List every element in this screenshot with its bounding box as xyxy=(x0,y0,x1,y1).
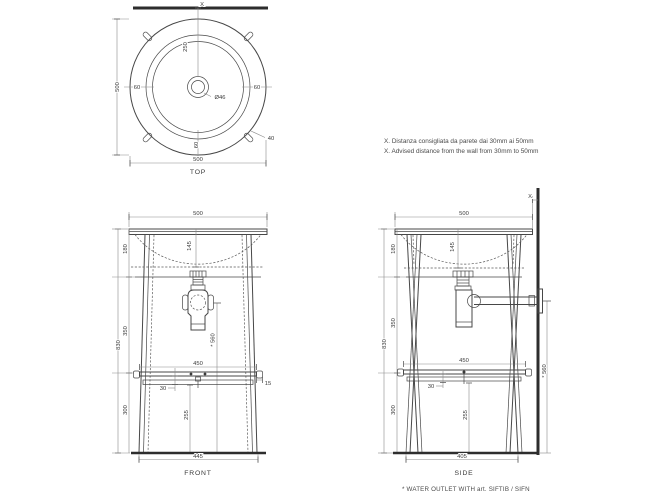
side-dim-405: 405 xyxy=(457,454,467,460)
top-dim-center-offset: 250 xyxy=(183,42,189,52)
side-dim-145: 145 xyxy=(450,242,456,252)
top-dim-depth: 500 xyxy=(115,82,121,92)
side-dim-30: 30 xyxy=(427,384,435,390)
front-dim-350: 350 xyxy=(123,326,129,336)
front-dim-145: 145 xyxy=(187,241,193,251)
tab-leader xyxy=(251,131,265,138)
front-view xyxy=(95,200,310,500)
note-english: X. Advised distance from the wall from 30mm to 50mm xyxy=(384,148,539,155)
note-italian: X. Distanza consigliata da parete dai 30mm ai 50mm xyxy=(384,138,534,145)
side-dim-350: 350 xyxy=(391,318,397,328)
front-bowl-hidden xyxy=(131,235,264,278)
side-dim-255: 255 xyxy=(463,410,469,420)
top-dim-wall-gap: X xyxy=(200,2,204,8)
wall-distance-notes xyxy=(384,137,539,157)
side-dim-180: 180 xyxy=(391,244,397,254)
front-dim-top-width: 500 xyxy=(193,211,203,217)
front-dim-300: 300 xyxy=(123,405,129,415)
front-shelf xyxy=(134,371,263,388)
top-dim-rim-right: 60 xyxy=(253,85,261,91)
side-view xyxy=(368,185,568,500)
front-dim-180: 180 xyxy=(123,244,129,254)
top-dim-drain: Ø46 xyxy=(214,95,226,101)
side-dim-top-depth: 500 xyxy=(459,211,469,217)
front-countertop xyxy=(129,229,267,235)
side-dim-450: 450 xyxy=(459,358,469,364)
front-dim-15: 15 xyxy=(264,381,272,387)
side-trap xyxy=(453,271,543,327)
front-dim-445: 445 xyxy=(193,454,203,460)
top-view xyxy=(95,0,310,190)
water-outlet-footnote: * WATER OUTLET WITH art. SIFTIB / SIFN xyxy=(402,486,530,493)
top-dim-tab: 40 xyxy=(267,136,275,142)
top-dim-width: 500 xyxy=(193,157,203,163)
front-dim-255: 255 xyxy=(184,410,190,420)
top-dim-rim-left: 60 xyxy=(133,85,141,91)
front-dim-450: 450 xyxy=(193,361,203,367)
front-dim-30: 30 xyxy=(159,386,167,392)
top-view-label: TOP xyxy=(189,169,207,176)
side-view-label: SIDE xyxy=(454,470,474,477)
front-view-label: FRONT xyxy=(184,470,212,477)
front-dim-outlet: * 560 xyxy=(210,333,217,347)
side-countertop xyxy=(395,229,533,235)
side-dim-wall-gap: X xyxy=(528,194,532,200)
side-dim-outlet: * 560 xyxy=(542,364,548,378)
front-rail-dim xyxy=(168,368,178,391)
front-dim-830: 830 xyxy=(116,340,122,350)
front-outlet-dim xyxy=(210,303,221,453)
top-dim-rim-bottom: 60 xyxy=(194,141,200,149)
side-dim-300: 300 xyxy=(391,405,397,415)
side-dim-830: 830 xyxy=(382,339,388,349)
top-center-dim-lines xyxy=(195,8,201,77)
front-trap xyxy=(183,271,214,330)
